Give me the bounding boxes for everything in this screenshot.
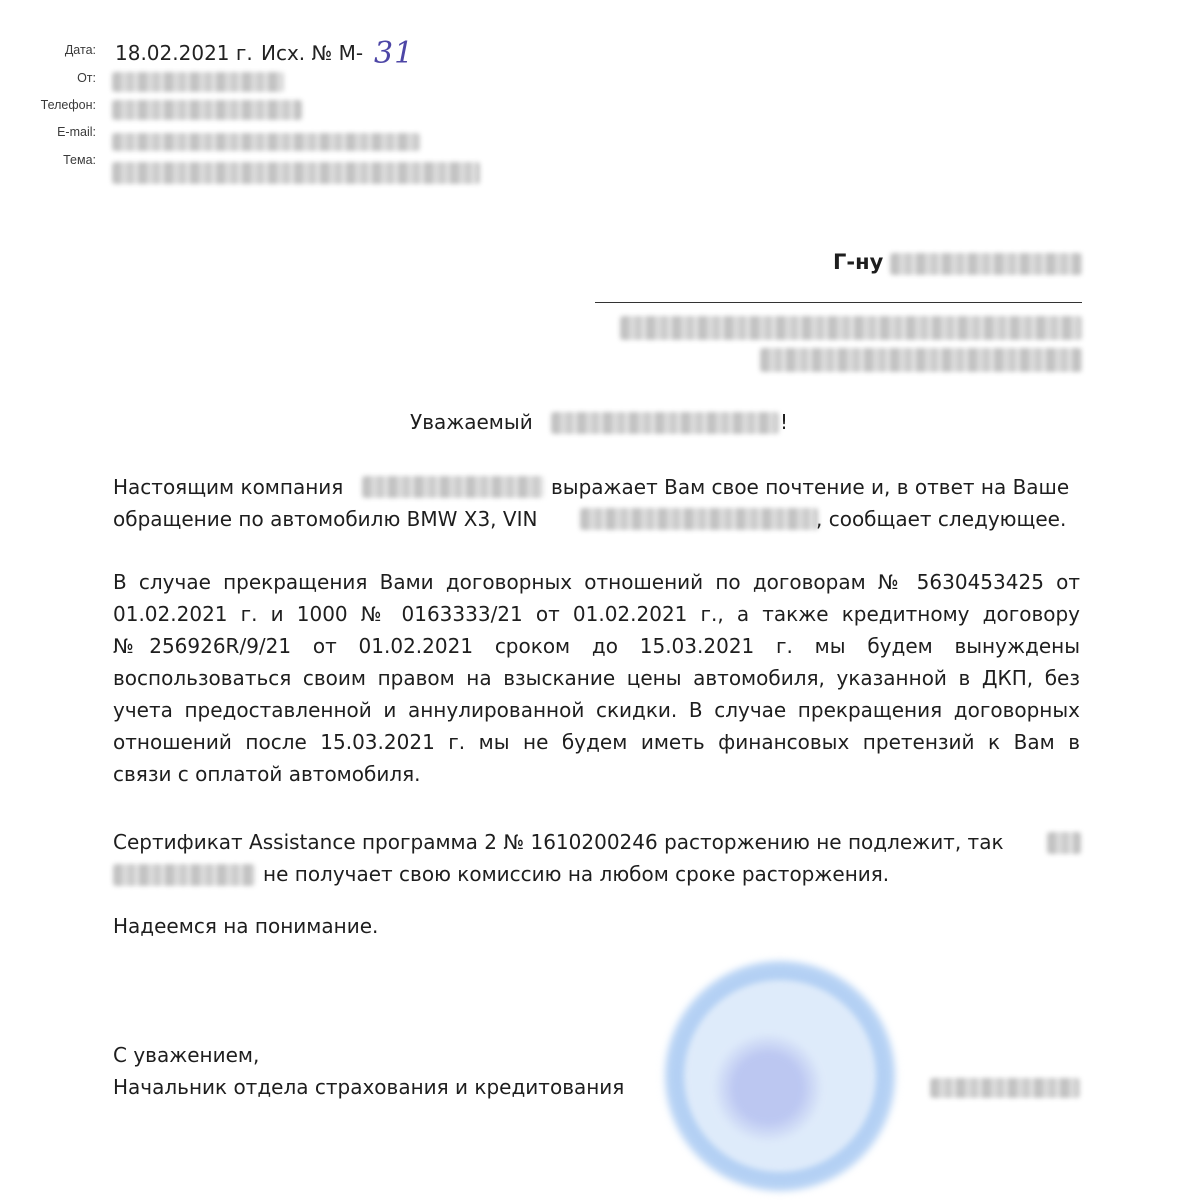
para2-line: В случае прекращения Вами договорных отношений по договорам № 5630453425 от [113, 570, 1080, 594]
para2-line: учета предоставленной и аннулированной скидки. В случае прекращения договорных [113, 698, 1080, 722]
greeting: Уважаемый [410, 410, 533, 434]
date-label: Дата: [64, 43, 96, 57]
subject-label: Тема: [63, 153, 96, 167]
redacted-company-name-2 [113, 864, 255, 886]
email-label: E-mail: [57, 125, 96, 139]
para2-line: отношений после 15.03.2021 г. мы не будем иметь финансовых претензий к Вам в [113, 730, 1080, 754]
para1-line1-end: выражает Вам свое почтение и, в ответ на Ваше [551, 475, 1070, 499]
date-value: 18.02.2021 г. [115, 41, 253, 65]
redacted-email [112, 133, 420, 151]
para2-line: связи с оплатой автомобиля. [113, 762, 421, 786]
addressee-prefix: Г-ну [833, 250, 884, 274]
para1-line2-start: обращение по автомобилю BMW X3, VIN [113, 507, 538, 531]
redacted-phone [112, 100, 302, 120]
phone-label: Телефон: [40, 98, 96, 112]
redacted-from [112, 72, 284, 92]
para3-line1: Сертификат Assistance программа 2 № 1610200246 расторжению не подлежит, так [113, 830, 1004, 854]
para2-line: воспользоваться своим правом на взыскание цены автомобиля, указанной в ДКП, без [113, 666, 1080, 690]
redacted-subject [112, 162, 480, 184]
redacted-company-name [362, 476, 544, 498]
redacted-signatory-name [930, 1078, 1080, 1098]
para1-line2-end: , сообщает следующее. [816, 507, 1067, 531]
redacted-company-short [1047, 832, 1081, 854]
seal-stamp [660, 958, 900, 1194]
outgoing-number-label: Исх. № М- [261, 41, 364, 65]
para2-line: 01.02.2021 г. и 1000 № 0163333/21 от 01.02.2021 г., а также кредитному договору [113, 602, 1080, 626]
redacted-recipient-name [551, 412, 779, 434]
signatory-position: Начальник отдела страхования и кредитования [113, 1075, 625, 1099]
para1-line1-start: Настоящим компания [113, 475, 344, 499]
addressee-rule [595, 302, 1082, 303]
outgoing-number-handwritten: 31 [374, 36, 415, 71]
para2 [113, 566, 1080, 790]
greeting-exclamation: ! [780, 410, 789, 434]
para2-line: №256926R/9/21 от 01.02.2021 сроком до 15.03.2021 г. мы будем вынуждены [113, 634, 1080, 658]
redacted-addressee-name [890, 253, 1082, 275]
from-label: От: [77, 71, 96, 85]
redacted-address-line-2 [760, 348, 1082, 372]
redacted-address-line-1 [620, 316, 1082, 340]
para3-line2: не получает свою комиссию на любом сроке расторжения. [263, 862, 890, 886]
closing-hope: Надеемся на понимание. [113, 914, 379, 938]
regards: С уважением, [113, 1043, 260, 1067]
redacted-vin [580, 508, 818, 530]
